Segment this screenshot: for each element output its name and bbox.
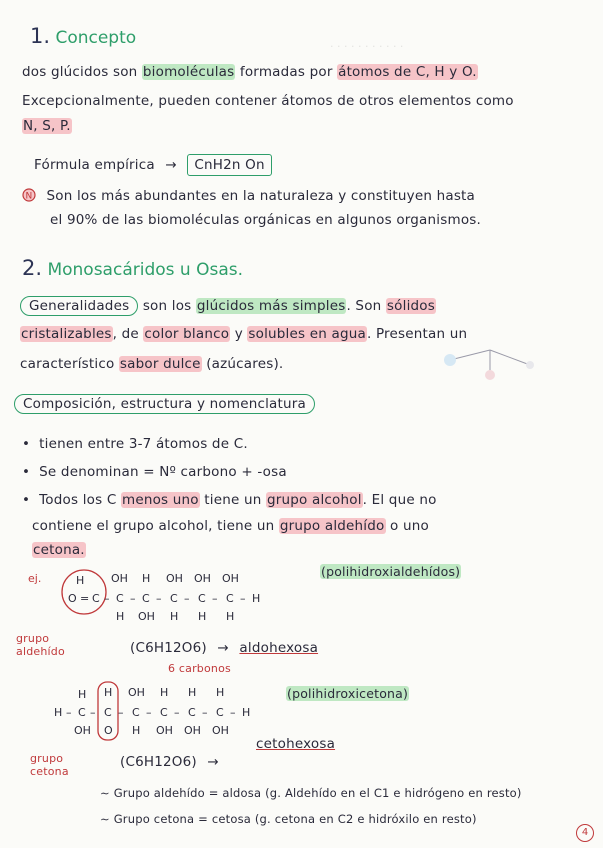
svg-text:–: – (146, 706, 152, 719)
svg-text:H: H (252, 592, 261, 605)
six-carbons-note: 6 carbonos (168, 662, 231, 675)
svg-text:C: C (160, 706, 168, 719)
svg-text:–: – (230, 706, 236, 719)
highlight-biomoleculas: biomoléculas (142, 64, 235, 80)
gen-line-3: característico sabor dulce (azúcares). (20, 356, 284, 372)
svg-text:OH: OH (212, 724, 229, 737)
svg-text:C: C (188, 706, 196, 719)
section-title: Monosacáridos u Osas. (47, 260, 243, 280)
svg-text:H: H (198, 610, 207, 623)
svg-text:H: H (54, 706, 63, 719)
polihidroxialdehidos-label: (polihidroxialdehídos) (321, 564, 461, 579)
section-1-heading (30, 24, 136, 48)
svg-text:H: H (188, 686, 197, 699)
svg-text:C: C (226, 592, 234, 605)
svg-text:H: H (160, 686, 169, 699)
svg-text:C: C (104, 706, 112, 719)
svg-text:OH: OH (184, 724, 201, 737)
example-label: ej. (28, 572, 42, 585)
svg-text:OH: OH (128, 686, 145, 699)
generalidades-label: Generalidades (20, 296, 138, 316)
formula-box: CnH2n On (187, 154, 271, 176)
svg-text:N: N (25, 191, 33, 202)
svg-text:–: – (184, 592, 190, 605)
concept-line-3: N, S, P. (23, 118, 71, 134)
cetohexosa-label: cetohexosa (256, 736, 336, 752)
svg-text:C: C (142, 592, 150, 605)
cetohexosa-formula-line: (C6H12O6) → (120, 754, 219, 770)
svg-text:–: – (66, 706, 72, 719)
svg-text:H: H (226, 610, 235, 623)
svg-text:–: – (212, 592, 218, 605)
note-line-2: el 90% de las biomoléculas orgánicas en algunos organismos. (50, 212, 482, 228)
svg-text:OH: OH (156, 724, 173, 737)
svg-text:C: C (92, 592, 100, 605)
svg-text:OH: OH (166, 572, 183, 585)
comp-heading (14, 394, 315, 414)
ketohexose-structure (50, 680, 290, 742)
svg-text:H: H (132, 724, 141, 737)
svg-text:H: H (76, 574, 85, 587)
svg-text:H: H (116, 610, 125, 623)
svg-text:–: – (118, 706, 124, 719)
bullet-3: • Todos los C menos uno tiene un grupo alcohol. El que no (22, 492, 437, 508)
gen-line-2: cristalizables, de color blanco y solubles en agua. Presentan un (21, 326, 468, 342)
grupo-cetona-label: grupo cetona (30, 752, 69, 778)
polihidroxicetona-label: (polihidroxicetona) (287, 686, 409, 701)
svg-text:OH: OH (74, 724, 91, 737)
svg-text:C: C (116, 592, 124, 605)
section-2-heading (22, 256, 243, 280)
section-number: 2. (22, 256, 43, 280)
svg-text:–: – (104, 592, 110, 605)
cetosa-definition: ∼ Grupo cetona = cetosa (g. cetona en C2 e hidróxilo en resto) (100, 812, 477, 826)
bullet-1: • tienen entre 3-7 átomos de C. (22, 436, 248, 452)
svg-text:H: H (170, 610, 179, 623)
bullet-3-end: cetona. (33, 542, 85, 558)
concept-line-2: Excepcionalmente, pueden contener átomos de otros elementos como (22, 93, 514, 109)
svg-text:–: – (156, 592, 162, 605)
section-title: Concepto (55, 28, 137, 48)
section-number: 1. (30, 24, 51, 48)
svg-text:–: – (130, 592, 136, 605)
svg-text:H: H (78, 688, 87, 701)
formula-line: Fórmula empírica → CnH2n On (34, 154, 272, 176)
highlight-atomos: átomos de C, H y O. (338, 64, 477, 80)
grupo-aldehido-label: grupo aldehído (16, 632, 65, 658)
concept-line-1: dos glúcidos son biomoléculas formadas por átomos de C, H y O. (22, 64, 477, 80)
aldosa-definition: ∼ Grupo aldehído = aldosa (g. Aldehído en el C1 e hidrógeno en resto) (100, 786, 522, 800)
svg-text:–: – (174, 706, 180, 719)
svg-text:H: H (104, 686, 113, 699)
svg-text:OH: OH (222, 572, 239, 585)
arrow-icon: → (165, 157, 177, 173)
svg-text:C: C (170, 592, 178, 605)
svg-text:H: H (242, 706, 251, 719)
page-number: 4 (576, 824, 594, 842)
svg-text:C: C (78, 706, 86, 719)
svg-text:O: O (68, 592, 77, 605)
aldohexose-structure (20, 558, 320, 628)
info-icon (22, 188, 36, 202)
arrow-icon: → (217, 640, 229, 656)
svg-text:C: C (216, 706, 224, 719)
svg-text:OH: OH (111, 572, 128, 585)
aldohexosa-formula-line: (C6H12O6) → aldohexosa (130, 640, 319, 656)
bleed-through-text: · · · · · · · · · · · (330, 40, 404, 53)
svg-text:=: = (80, 592, 90, 605)
note-line-1: N Son los más abundantes en la naturaleza y constituyen hasta (22, 188, 475, 204)
bullet-2: • Se denominan = Nº carbono + -osa (22, 464, 287, 480)
svg-text:H: H (142, 572, 151, 585)
bullet-3-cont: contiene el grupo alcohol, tiene un grupo aldehído o uno (32, 518, 429, 534)
gen-line-1: Generalidades son los glúcidos más simples. Son sólidos (20, 296, 436, 316)
composicion-label: Composición, estructura y nomenclatura (14, 394, 315, 414)
svg-text:C: C (132, 706, 140, 719)
svg-text:–: – (90, 706, 96, 719)
svg-text:OH: OH (138, 610, 155, 623)
svg-text:O: O (104, 724, 113, 737)
svg-text:H: H (216, 686, 225, 699)
arrow-icon: → (207, 754, 219, 770)
svg-text:C: C (198, 592, 206, 605)
svg-text:–: – (240, 592, 246, 605)
molecule-doodle-icon (430, 330, 550, 390)
svg-text:OH: OH (194, 572, 211, 585)
svg-text:–: – (202, 706, 208, 719)
